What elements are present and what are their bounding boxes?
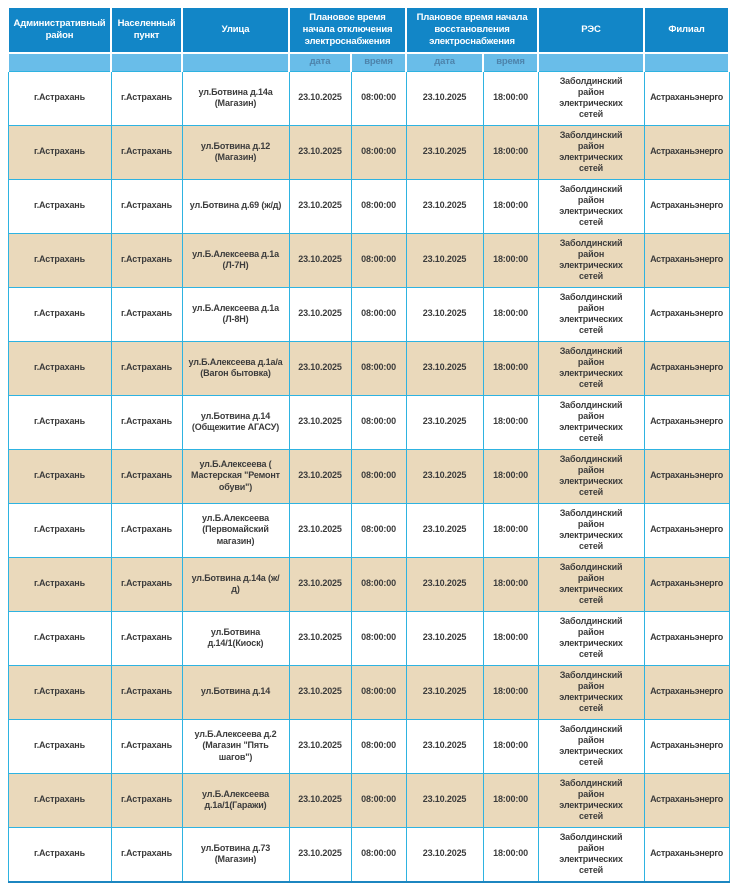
table-row	[8, 827, 729, 882]
cell-branch: Астраханьэнерго	[644, 773, 729, 827]
cell-settlement: г.Астрахань	[111, 827, 182, 882]
table-row	[8, 773, 729, 827]
cell-branch: Астраханьэнерго	[644, 557, 729, 611]
cell-restore-date: 23.10.2025	[406, 773, 483, 827]
cell-restore-date: 23.10.2025	[406, 71, 483, 125]
cell-restore-date: 23.10.2025	[406, 557, 483, 611]
cell-restore-date: 23.10.2025	[406, 179, 483, 233]
cell-admin-district: г.Астрахань	[8, 71, 111, 125]
col-header-res: РЭС	[538, 7, 644, 53]
cell-admin-district: г.Астрахань	[8, 395, 111, 449]
cell-admin-district: г.Астрахань	[8, 773, 111, 827]
cell-admin-district: г.Астрахань	[8, 179, 111, 233]
table-row	[8, 287, 729, 341]
cell-branch: Астраханьэнерго	[644, 611, 729, 665]
cell-restore-date: 23.10.2025	[406, 341, 483, 395]
header-row-main	[8, 7, 729, 53]
cell-branch: Астраханьэнерго	[644, 719, 729, 773]
cell-outage-time: 08:00:00	[351, 719, 406, 773]
cell-outage-date: 23.10.2025	[289, 665, 351, 719]
cell-admin-district: г.Астрахань	[8, 125, 111, 179]
cell-settlement: г.Астрахань	[111, 233, 182, 287]
cell-street: ул.Б.Алексеева д.1а (Л-7Н)	[182, 233, 289, 287]
cell-branch: Астраханьэнерго	[644, 395, 729, 449]
cell-res: Заболдинский район электрических сетей	[538, 557, 644, 611]
cell-admin-district: г.Астрахань	[8, 557, 111, 611]
cell-street: ул.Ботвина д.69 (ж/д)	[182, 179, 289, 233]
col-header-street: Улица	[182, 7, 289, 53]
cell-outage-date: 23.10.2025	[289, 287, 351, 341]
cell-admin-district: г.Астрахань	[8, 665, 111, 719]
cell-outage-date: 23.10.2025	[289, 179, 351, 233]
cell-outage-time: 08:00:00	[351, 557, 406, 611]
cell-street: ул.Ботвина д.12 (Магазин)	[182, 125, 289, 179]
cell-res: Заболдинский район электрических сетей	[538, 125, 644, 179]
cell-restore-time: 18:00:00	[483, 611, 538, 665]
cell-settlement: г.Астрахань	[111, 719, 182, 773]
cell-outage-time: 08:00:00	[351, 773, 406, 827]
cell-branch: Астраханьэнерго	[644, 341, 729, 395]
cell-restore-time: 18:00:00	[483, 665, 538, 719]
subheader-restore-time: время	[483, 53, 538, 71]
cell-branch: Астраханьэнерго	[644, 71, 729, 125]
cell-outage-time: 08:00:00	[351, 125, 406, 179]
subheader-empty-street	[182, 53, 289, 71]
cell-street: ул.Б.Алексеева д.1а/а (Вагон бытовка)	[182, 341, 289, 395]
cell-settlement: г.Астрахань	[111, 179, 182, 233]
cell-branch: Астраханьэнерго	[644, 827, 729, 882]
cell-restore-time: 18:00:00	[483, 719, 538, 773]
cell-restore-time: 18:00:00	[483, 395, 538, 449]
cell-admin-district: г.Астрахань	[8, 719, 111, 773]
table-row	[8, 449, 729, 503]
cell-restore-date: 23.10.2025	[406, 449, 483, 503]
subheader-empty-settlement	[111, 53, 182, 71]
table-row	[8, 719, 729, 773]
cell-street: ул.Ботвина д.73 (Магазин)	[182, 827, 289, 882]
cell-restore-date: 23.10.2025	[406, 395, 483, 449]
subheader-outage-date: дата	[289, 53, 351, 71]
cell-branch: Астраханьэнерго	[644, 287, 729, 341]
cell-res: Заболдинский район электрических сетей	[538, 71, 644, 125]
cell-res: Заболдинский район электрических сетей	[538, 233, 644, 287]
cell-street: ул.Б.Алексеева (Первомайский магазин)	[182, 503, 289, 557]
col-header-restore-start: Плановое время начала восстановления электроснабжения	[406, 7, 538, 53]
cell-branch: Астраханьэнерго	[644, 665, 729, 719]
cell-restore-date: 23.10.2025	[406, 827, 483, 882]
cell-restore-time: 18:00:00	[483, 233, 538, 287]
cell-res: Заболдинский район электрических сетей	[538, 287, 644, 341]
subheader-restore-date: дата	[406, 53, 483, 71]
table-header	[8, 7, 729, 71]
cell-outage-time: 08:00:00	[351, 395, 406, 449]
cell-outage-time: 08:00:00	[351, 827, 406, 882]
cell-settlement: г.Астрахань	[111, 287, 182, 341]
cell-branch: Астраханьэнерго	[644, 233, 729, 287]
cell-settlement: г.Астрахань	[111, 395, 182, 449]
cell-admin-district: г.Астрахань	[8, 503, 111, 557]
outage-schedule-table	[7, 6, 730, 883]
cell-settlement: г.Астрахань	[111, 125, 182, 179]
cell-outage-date: 23.10.2025	[289, 395, 351, 449]
cell-street: ул.Ботвина д.14 (Общежитие АГАСУ)	[182, 395, 289, 449]
subheader-outage-time: время	[351, 53, 406, 71]
cell-restore-time: 18:00:00	[483, 125, 538, 179]
cell-res: Заболдинский район электрических сетей	[538, 665, 644, 719]
cell-restore-date: 23.10.2025	[406, 233, 483, 287]
cell-outage-time: 08:00:00	[351, 179, 406, 233]
subheader-empty-branch	[644, 53, 729, 71]
cell-branch: Астраханьэнерго	[644, 449, 729, 503]
cell-branch: Астраханьэнерго	[644, 179, 729, 233]
cell-outage-time: 08:00:00	[351, 71, 406, 125]
cell-branch: Астраханьэнерго	[644, 125, 729, 179]
table-row	[8, 179, 729, 233]
table-row	[8, 341, 729, 395]
cell-restore-date: 23.10.2025	[406, 503, 483, 557]
subheader-empty-district	[8, 53, 111, 71]
table-row	[8, 665, 729, 719]
cell-restore-date: 23.10.2025	[406, 287, 483, 341]
col-header-admin-district: Административный район	[8, 7, 111, 53]
cell-street: ул.Б.Алексеева д.2 (Магазин "Пять шагов")	[182, 719, 289, 773]
cell-outage-time: 08:00:00	[351, 449, 406, 503]
cell-res: Заболдинский район электрических сетей	[538, 503, 644, 557]
cell-outage-date: 23.10.2025	[289, 611, 351, 665]
outage-table-body	[8, 71, 729, 882]
header-row-sub	[8, 53, 729, 71]
cell-restore-date: 23.10.2025	[406, 125, 483, 179]
cell-restore-time: 18:00:00	[483, 827, 538, 882]
cell-settlement: г.Астрахань	[111, 503, 182, 557]
cell-street: ул.Б.Алексеева ( Мастерская "Ремонт обуви")	[182, 449, 289, 503]
cell-street: ул.Ботвина д.14а (ж/д)	[182, 557, 289, 611]
cell-res: Заболдинский район электрических сетей	[538, 341, 644, 395]
cell-outage-date: 23.10.2025	[289, 773, 351, 827]
cell-res: Заболдинский район электрических сетей	[538, 719, 644, 773]
cell-settlement: г.Астрахань	[111, 341, 182, 395]
cell-outage-date: 23.10.2025	[289, 719, 351, 773]
cell-street: ул.Б.Алексеева д.1а (Л-8Н)	[182, 287, 289, 341]
cell-restore-time: 18:00:00	[483, 287, 538, 341]
table-row	[8, 395, 729, 449]
cell-res: Заболдинский район электрических сетей	[538, 449, 644, 503]
cell-res: Заболдинский район электрических сетей	[538, 395, 644, 449]
cell-outage-date: 23.10.2025	[289, 233, 351, 287]
cell-admin-district: г.Астрахань	[8, 449, 111, 503]
cell-restore-date: 23.10.2025	[406, 611, 483, 665]
cell-street: ул.Ботвина д.14	[182, 665, 289, 719]
cell-settlement: г.Астрахань	[111, 611, 182, 665]
cell-restore-time: 18:00:00	[483, 557, 538, 611]
cell-admin-district: г.Астрахань	[8, 611, 111, 665]
cell-restore-time: 18:00:00	[483, 71, 538, 125]
cell-outage-time: 08:00:00	[351, 341, 406, 395]
cell-outage-date: 23.10.2025	[289, 125, 351, 179]
cell-res: Заболдинский район электрических сетей	[538, 827, 644, 882]
col-header-outage-start: Плановое время начала отключения электроснабжения	[289, 7, 406, 53]
cell-settlement: г.Астрахань	[111, 773, 182, 827]
cell-restore-time: 18:00:00	[483, 773, 538, 827]
cell-admin-district: г.Астрахань	[8, 233, 111, 287]
cell-outage-time: 08:00:00	[351, 503, 406, 557]
table-row	[8, 503, 729, 557]
cell-settlement: г.Астрахань	[111, 449, 182, 503]
cell-admin-district: г.Астрахань	[8, 287, 111, 341]
table-row	[8, 233, 729, 287]
cell-restore-date: 23.10.2025	[406, 665, 483, 719]
cell-street: ул.Б.Алексеева д.1а/1(Гаражи)	[182, 773, 289, 827]
cell-outage-date: 23.10.2025	[289, 341, 351, 395]
table-row	[8, 557, 729, 611]
cell-outage-time: 08:00:00	[351, 287, 406, 341]
col-header-settlement: Населенный пункт	[111, 7, 182, 53]
cell-restore-time: 18:00:00	[483, 449, 538, 503]
col-header-branch: Филиал	[644, 7, 729, 53]
cell-outage-date: 23.10.2025	[289, 71, 351, 125]
cell-settlement: г.Астрахань	[111, 71, 182, 125]
subheader-empty-res	[538, 53, 644, 71]
cell-restore-date: 23.10.2025	[406, 719, 483, 773]
table-row	[8, 125, 729, 179]
cell-settlement: г.Астрахань	[111, 665, 182, 719]
cell-street: ул.Ботвина д.14/1(Киоск)	[182, 611, 289, 665]
cell-admin-district: г.Астрахань	[8, 341, 111, 395]
cell-res: Заболдинский район электрических сетей	[538, 773, 644, 827]
cell-outage-date: 23.10.2025	[289, 827, 351, 882]
table-row	[8, 71, 729, 125]
cell-restore-time: 18:00:00	[483, 341, 538, 395]
cell-outage-date: 23.10.2025	[289, 557, 351, 611]
cell-branch: Астраханьэнерго	[644, 503, 729, 557]
cell-restore-time: 18:00:00	[483, 503, 538, 557]
cell-outage-time: 08:00:00	[351, 233, 406, 287]
table-row	[8, 611, 729, 665]
cell-street: ул.Ботвина д.14а (Магазин)	[182, 71, 289, 125]
cell-outage-date: 23.10.2025	[289, 503, 351, 557]
cell-outage-time: 08:00:00	[351, 611, 406, 665]
cell-outage-date: 23.10.2025	[289, 449, 351, 503]
cell-res: Заболдинский район электрических сетей	[538, 179, 644, 233]
cell-admin-district: г.Астрахань	[8, 827, 111, 882]
cell-settlement: г.Астрахань	[111, 557, 182, 611]
cell-res: Заболдинский район электрических сетей	[538, 611, 644, 665]
cell-outage-time: 08:00:00	[351, 665, 406, 719]
cell-restore-time: 18:00:00	[483, 179, 538, 233]
